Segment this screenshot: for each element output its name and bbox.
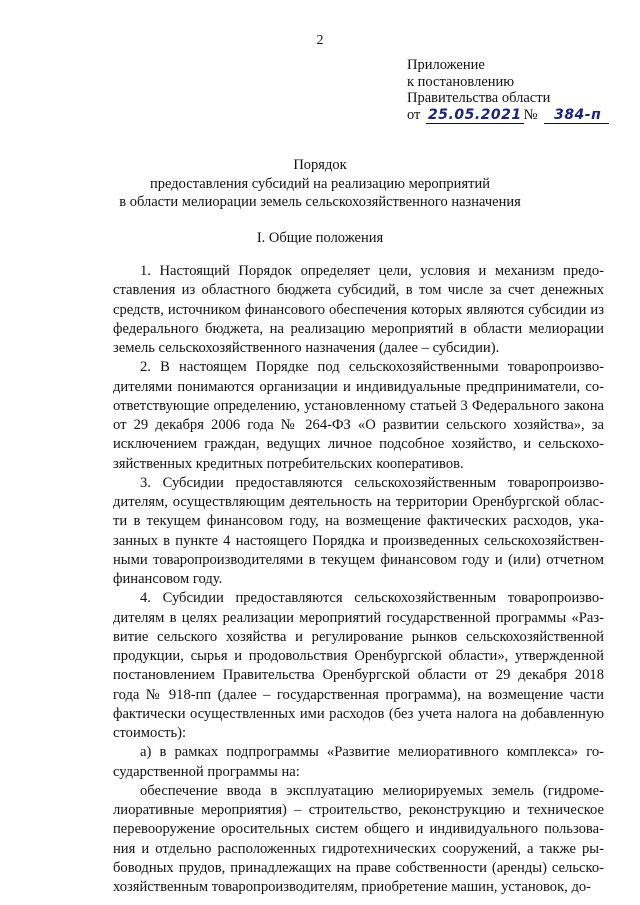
document-body	[113, 262, 604, 897]
paragraph-4: 4. Субсидии предоставляются сельскохозяйственным товаропроизводителям в целях реализации мероприятий государственной программы «Развитие сельского хозяйства и регулирование рынков сельскохозяйственной продукции, сырья и продовольствия Оренбургской области», утвержденной постановлением Правительства Оренбургской области от 29 декабря 2018 года № 918-пп (далее – государственная программа), на возмещение части фактически осуществленных ими расходов (без учета налога на добавленную стоимость):	[113, 590, 604, 741]
page-number: 2	[316, 33, 324, 48]
handwritten-number: 384-п	[544, 107, 609, 125]
paragraph-4a-item: обеспечение ввода в эксплуатацию мелиорируемых земель (гидромелиоративные мероприятия) – строительство, реконструкцию и техническое перевооружение оросительных систем общего и индивидуального пользования и отдельно расположенных гидротехнических сооружений, а также рыбоводных прудов, принадлежащих на праве собственности (аренды) сельскохозяйственным товаропроизводителям, приобретение машин, установок, до-	[113, 782, 604, 895]
appendix-line-1: Приложение	[407, 57, 485, 73]
paragraph-2: 2. В настоящем Порядке под сельскохозяйственными товаропроизводителями понимаются организации и индивидуальные предприниматели, соответствующие определению, установленному статьей 3 Федерального закона от 29 декабря 2006 года № 264-ФЗ «О развитии сельского хозяйства», за исключением граждан, ведущих личное подсобное хозяйство, и сельскохозяйственных кредитных потребительских кооперативов.	[113, 359, 604, 472]
appendix-block	[407, 57, 609, 124]
appendix-line-3: Правительства области	[407, 90, 551, 106]
paragraph-1: 1. Настоящий Порядок определяет цели, условия и механизм предоставления из областного бюджета субсидий, в том числе за счет денежных средств, источником финансового обеспечения которых являются субсидии из федерального бюджета, на реализацию мероприятий в области мелиорации земель сельскохозяйственного назначения (далее – субсидии).	[113, 263, 604, 356]
section-title: I. Общие положения	[256, 230, 384, 246]
title-line-3: в области мелиорации земель сельскохозяйственного назначения	[119, 194, 521, 210]
document-title	[0, 156, 640, 212]
from-label: от	[407, 106, 421, 123]
paragraph-4a: а) в рамках подпрограммы «Развитие мелиоративного комплекса» государственной программы на:	[113, 744, 604, 780]
title-line-2: предоставления субсидий на реализацию мероприятий	[150, 175, 490, 192]
appendix-line-2: к постановлению	[407, 73, 515, 90]
appendix-date-line	[407, 107, 609, 125]
paragraph-3: 3. Субсидии предоставляются сельскохозяйственным товаропроизводителям, осуществляющим деятельность на территории Оренбургской области в текущем финансовом году, на возмещение фактических расходов, указанных в пункте 4 настоящего Порядка и произведенных сельскохозяйственными товаропроизводителями в текущем финансовом году и (или) отчетном финансовом году.	[113, 474, 604, 587]
handwritten-date: 25.05.2021	[428, 106, 522, 123]
number-sign: №	[523, 106, 538, 123]
title-line-1: Порядок	[293, 157, 347, 173]
